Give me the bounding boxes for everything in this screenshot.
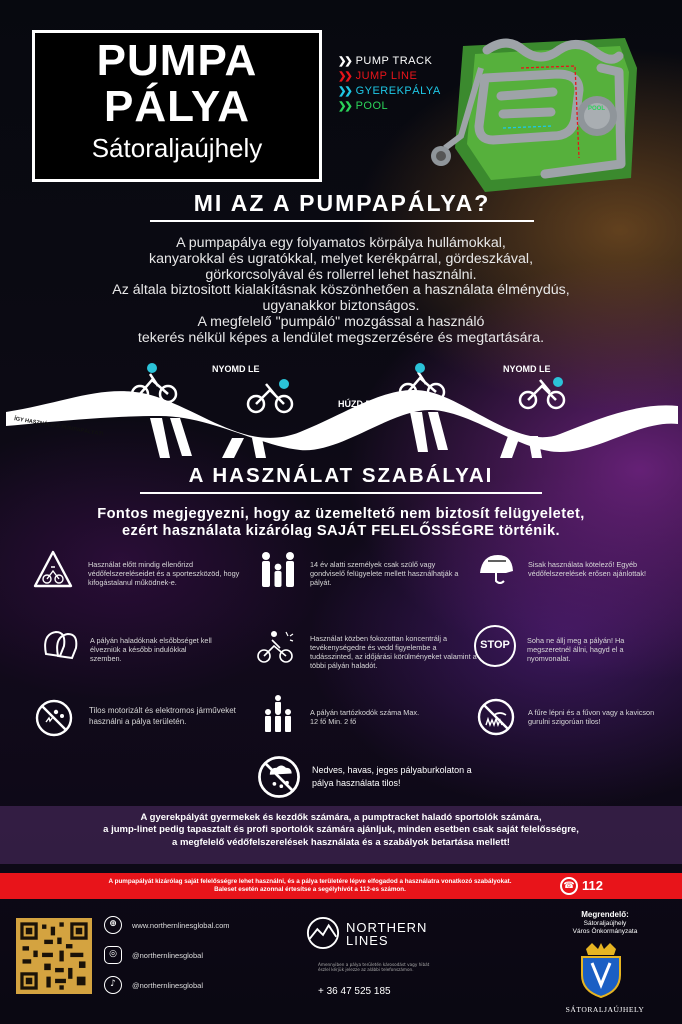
no-grass-icon [476,697,516,737]
label-pull-up-1: HÚZD FEL [66,399,111,409]
note-line: a megfelelő védőfelszerelések használata és a szabályok betartása mellett! [172,836,510,848]
intro-line: A pumpapálya egy folyamatos körpálya hullámokkal, [176,235,506,251]
chevron-right-icon: ❯❯ [338,71,351,82]
rule-text: 14 év alatti személyek csak szülő vagy gondviselő felügyelete mellett használhatják a pályát. [310,560,459,587]
cyclist-icon [256,626,296,666]
client-label: Megrendelő: [581,910,629,919]
phone-number: + 36 47 525 185 [318,986,391,997]
no-motor-icon [34,698,74,738]
emergency-text [60,878,560,894]
title-line-2: PÁLYA [103,82,251,131]
note-line: A gyerekpályát gyermekek és kezdők számára, a pumptracket haladó sportolók számára, [140,812,542,823]
brand-name-line: LINES [346,933,389,948]
client-name: Város Önkormányzata [572,928,638,935]
rule-text: Nedves, havas, jeges pályaburkolaton a pálya használata tilos! [312,765,472,788]
rule-text: A pályán tartózkodók száma Max. 12 fő Min. 2 fő [310,708,420,726]
rule-text: A fűre lépni és a fűvon vagy a kavicson gurulni szigorúan tilos! [528,708,655,726]
website-link[interactable]: www.northernlinesglobal.com [132,921,230,930]
stop-sign-icon [474,625,516,667]
heads-icon [40,624,80,664]
group-icon [258,694,298,734]
helmet-icon [476,549,516,589]
legend-label: GYEREKPÁLYA [355,85,441,97]
chevron-right-icon: ❯❯ [338,101,351,112]
title-city: Sátoraljaújhely [91,133,263,163]
warning-triangle-icon [33,549,73,589]
label-pull-up-2: HÚZD FEL [338,399,383,409]
crest-caption: SÁTORALJAÚJHELY [565,1005,645,1014]
brand-name-line: NORTHERN [346,920,428,935]
legend-label: JUMP LINE [355,70,418,82]
legend-label: PUMP TRACK [355,55,433,67]
globe-icon: ⊕ [104,916,122,934]
emergency-number: 112 [582,878,603,893]
section-heading-rules [140,464,542,488]
notice-line: ezért használata kizárólag SAJÁT FELELŐSSÉGRE történik. [121,523,561,539]
heading-underline [140,492,542,494]
northern-lines-globe-icon [306,916,340,950]
heading-text: MI AZ A PUMPAPÁLYA? [193,190,491,216]
instagram-icon: ◎ [104,946,122,964]
emergency-line: Baleset esetén azonnal értesítse a segélyhívót a 112-es számon. [214,886,406,893]
instagram-link[interactable]: @northernlinesglobal [132,951,203,960]
title-box [32,30,322,182]
chevron-right-icon: ❯❯ [338,56,351,67]
heading-underline [150,220,534,222]
intro-paragraph [80,236,602,347]
rule-text: A pályán haladóknak elsőbbséget kell élvezniük a később indulókkal szemben. [90,636,212,663]
rule-text: Tilos motorizált és elektromos járműveket használni a pálya területén. [89,706,236,726]
label-push-down-2: NYOMD LE [503,364,551,374]
brand-name [346,921,427,947]
responsibility-notice [30,506,652,540]
intro-line: kanyarokkal és ugratókkal, melyet kerékpárral, gördeszkával, [148,250,534,267]
client-info [548,909,662,936]
brand-fine-print: Amennyiben a pálya területén károsodást vagy hibát észlel kérjük jelezze az alábbi telefonszámon. [318,962,430,973]
rule-text: Sisak használata kötelező! Egyéb védőfelszerelések erősen ajánlottak! [528,560,647,578]
stop-sign-text: STOP [480,639,510,651]
intro-line: tekerés nélkül képes a lendület megszerzésére és megtartására. [137,329,545,346]
no-weather-icon [256,754,302,800]
emergency-line: A pumpapályát kizárólag saját felelősségre lehet használni, és a pálya területére lépve elfogadod a használatra vonatkozó szabályokat. [108,878,512,885]
intro-line: ugyanakkor biztonságos. [262,298,420,315]
track-map-illustration [425,28,645,196]
tiktok-icon: ♪ [104,976,122,994]
emergency-band [0,873,682,899]
intro-line: görkorcsolyával és rollerrel lehet használni. [205,266,477,283]
family-icon [258,549,298,589]
emergency-112-badge [560,877,616,895]
chevron-right-icon: ❯❯ [338,86,351,97]
phone-icon: ☎ [560,877,578,895]
rule-text: Soha ne állj meg a pályán! Ha megszeretnél állni, hagyd el a nyomvonalat. [527,636,625,663]
rule-text: Használat közben fokozottan koncentrálj a tevékenységedre és vedd figyelembe a tudásszinted, az időjárási körülményeket valamint a többi pályán haladót. [310,634,477,670]
map-pool-label: POOL [588,106,606,112]
legend-label: POOL [355,100,389,112]
intro-line: A megfelelő "pumpáló" mozgással a használó [197,313,485,330]
notice-line: Fontos megjegyezni, hogy az üzemeltető nem biztosít felügyeletet, [97,506,585,522]
intro-line: Az általa biztositott kialakításnak köszönhetően a használata élménydús, [112,282,570,299]
rule-text: Használat előtt mindig ellenőrizd védőfelszereléseidet és a sporteszközöd, hogy kifogástalanul működnek-e. [88,560,240,587]
track-caption: ÍGY HASZNÁLD A PUMPAPÁLYÁT! [13,416,104,438]
pump-wave-illustration [0,362,682,472]
section-heading-what-is [150,190,534,217]
title-line-1: PUMPA [96,36,258,85]
note-line: a jump-linet pedig tapasztalt és profi sportolók számára ajánljuk, minden esetben csak saját felelősségre, [103,824,579,836]
label-push-down-1: NYOMD LE [212,364,260,374]
recommendation-note [0,806,682,864]
tiktok-link[interactable]: @northernlinesglobal [132,981,203,990]
qr-code[interactable] [16,918,92,994]
client-name: Sátoraljaújhely [583,920,627,927]
city-crest-icon [578,942,624,998]
heading-text: A HASZNÁLAT SZABÁLYAI [188,464,494,487]
